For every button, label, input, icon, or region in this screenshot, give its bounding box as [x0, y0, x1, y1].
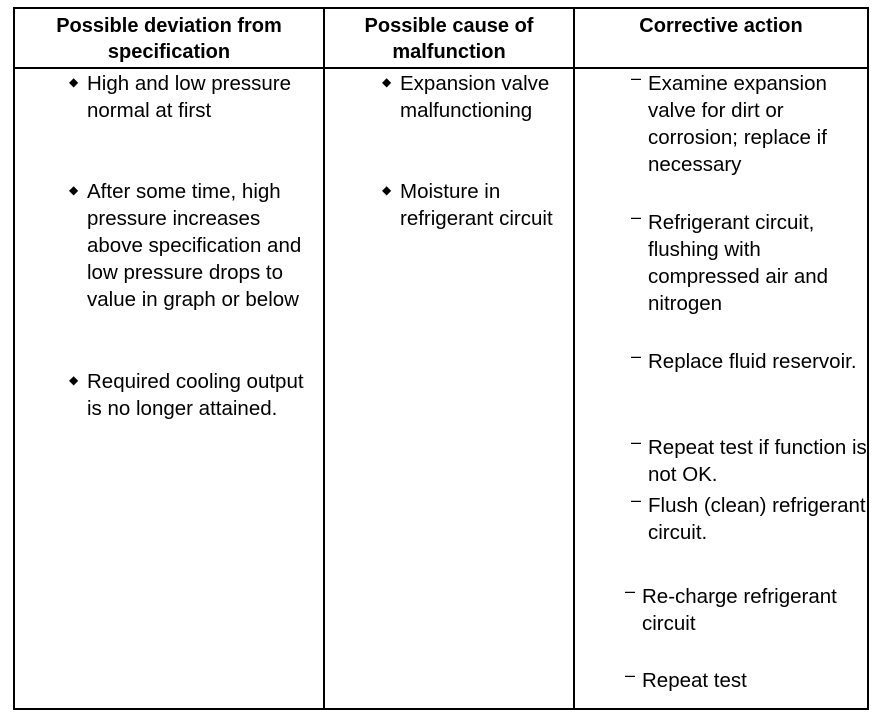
- action-text: Repeat test: [642, 669, 747, 692]
- action-text: Re-charge refrigerant circuit: [642, 585, 837, 635]
- deviation-text: High and low pressure normal at first: [87, 72, 291, 122]
- diagnosis-table: [13, 7, 869, 710]
- action-text: Replace fluid reservoir.: [648, 350, 857, 373]
- action-item: [631, 209, 867, 317]
- bullet-icon: ◆: [69, 75, 79, 89]
- deviation-text: Required cooling output is no longer attained.: [87, 370, 304, 420]
- action-item: [631, 492, 867, 546]
- header-cause: Possible cause of malfunction: [364, 15, 534, 63]
- action-item: [631, 348, 867, 375]
- action-item: [631, 70, 867, 178]
- deviation-item: [69, 178, 319, 313]
- deviation-text: After some time, high pressure increases above specification and low pressure drops to value in graph or below: [87, 180, 302, 311]
- cause-text: Moisture in refrigerant circuit: [400, 180, 553, 230]
- header-action: Corrective action: [639, 15, 803, 37]
- cause-item: [382, 70, 570, 124]
- dash-icon: –: [625, 581, 636, 601]
- bullet-icon: ◆: [69, 183, 79, 197]
- bullet-icon: ◆: [69, 373, 79, 387]
- dash-icon: –: [631, 207, 642, 227]
- dash-icon: –: [631, 346, 642, 366]
- header-divider: [15, 67, 867, 69]
- dash-icon: –: [631, 68, 642, 88]
- dash-icon: –: [631, 432, 642, 452]
- action-item: [625, 667, 867, 694]
- bullet-icon: ◆: [382, 183, 392, 197]
- bullet-icon: ◆: [382, 75, 392, 89]
- dash-icon: –: [625, 665, 636, 685]
- action-text: Refrigerant circuit, flushing with compressed air and nitrogen: [648, 211, 829, 315]
- action-text: Repeat test if function is not OK.: [648, 436, 867, 486]
- column-divider-2: [573, 9, 575, 708]
- deviation-item: [69, 70, 319, 124]
- cause-item: [382, 178, 570, 232]
- action-text: Examine expansion valve for dirt or corrosion; replace if necessary: [648, 72, 827, 176]
- cause-text: Expansion valve malfunctioning: [400, 72, 550, 122]
- action-text: Flush (clean) refrigerant circuit.: [648, 494, 866, 544]
- action-item: [631, 434, 867, 488]
- column-divider-1: [323, 9, 325, 708]
- deviation-item: [69, 368, 319, 422]
- header-deviation: Possible deviation from specification: [56, 15, 282, 63]
- action-item: [625, 583, 867, 637]
- dash-icon: –: [631, 490, 642, 510]
